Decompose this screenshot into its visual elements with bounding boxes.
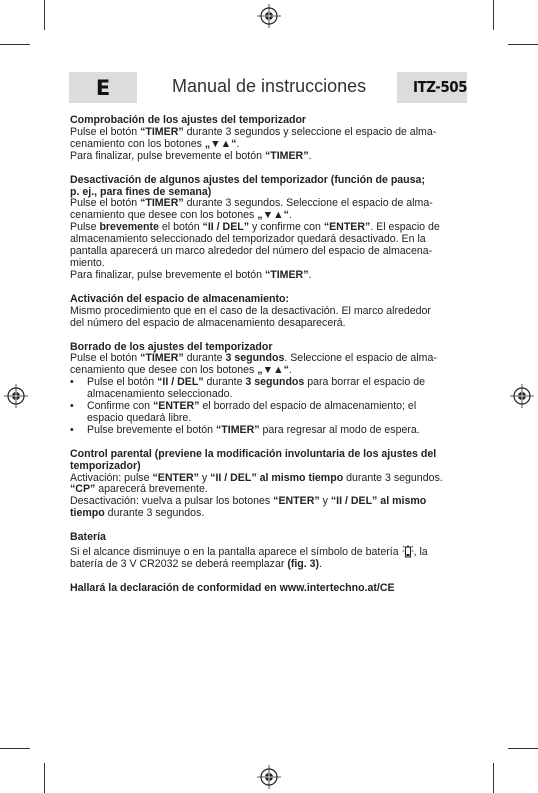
paragraph-line: Pulse el botón “TIMER” durante 3 segundos. Seleccione el espacio de alma-	[70, 352, 437, 365]
section-check-timer	[70, 115, 462, 163]
model-number: ITZ-505	[412, 78, 467, 96]
crop-mark-bottom-right	[493, 763, 494, 793]
section-delete-timer	[70, 342, 462, 437]
paragraph-line: almacenamiento seleccionado del temporizador quedará desactivado. En la	[70, 233, 426, 246]
paragraph-line: Para finalizar, pulse brevemente el botón “TIMER”.	[70, 268, 312, 281]
section-battery	[70, 532, 462, 571]
paragraph-line: pantalla aparecerá un marco alrededor del número del espacio de almacena-	[70, 245, 433, 258]
crop-mark-bottom-left-h	[0, 748, 30, 749]
paragraph-line: Mismo procedimiento que en el caso de la desactivación. El marco alrededor	[70, 304, 431, 317]
page-header	[69, 72, 467, 103]
section-parental-control	[70, 449, 462, 520]
paragraph-line: Pulse el botón “TIMER” durante 3 segundos y seleccione el espacio de alma-	[70, 125, 437, 138]
crop-mark-top-left	[44, 0, 45, 30]
paragraph-line: Desactivación: vuelva a pulsar los botones “ENTER” y “II / DEL” al mismo	[70, 495, 427, 508]
crop-mark-bottom-left	[44, 763, 45, 793]
crop-mark-top-right-h	[508, 44, 538, 45]
section-heading: Desactivación de algunos ajustes del temporizador (función de pausa; p. ej., para fines de semana)	[70, 173, 425, 198]
paragraph-line: cenamiento que desee con los botones „▼▲“.	[70, 209, 292, 222]
page-title: Manual de instrucciones	[172, 76, 367, 96]
crop-mark-top-left-h	[0, 44, 30, 45]
section-letter: E	[95, 75, 111, 100]
registration-mark-icon	[256, 764, 282, 790]
section-activate-storage	[70, 294, 462, 330]
crop-mark-bottom-right-h	[508, 748, 538, 749]
manual-content	[70, 115, 462, 595]
paragraph-line: Pulse el botón “TIMER” durante 3 segundos. Seleccione el espacio de alma-	[70, 197, 433, 210]
paragraph-line: Pulse brevemente el botón “II / DEL” y confirme con “ENTER”. El espacio de	[70, 221, 440, 234]
paragraph-line: tiempo durante 3 segundos.	[70, 507, 205, 520]
section-heading: Comprobación de los ajustes del temporizador	[70, 114, 307, 126]
crop-mark-top-right	[493, 0, 494, 30]
paragraph-line: “CP” aparecerá brevemente.	[70, 483, 208, 496]
paragraph-line: Activación: pulse “ENTER” y “II / DEL” al mismo tiempo durante 3 segundos.	[70, 471, 443, 484]
conformity-note: Hallará la declaración de conformidad en www.intertechno.at/CE	[70, 581, 395, 594]
list-item: • Pulse el botón “II / DEL” durante 3 segundos para borrar el espacio de almacenamiento seleccionado.	[87, 377, 462, 401]
paragraph-line: batería de 3 V CR2032 se deberá reemplazar (fig. 3).	[70, 558, 323, 570]
registration-mark-icon	[3, 383, 29, 409]
paragraph-line: del número del espacio de almacenamiento desaparecerá.	[70, 316, 346, 329]
section-heading: Borrado de los ajustes del temporizador	[70, 340, 273, 353]
bullet-list	[70, 377, 462, 437]
paragraph-line: miento.	[70, 256, 105, 269]
battery-icon	[402, 544, 414, 558]
paragraph-line: Para finalizar, pulse brevemente el botón “TIMER”.	[70, 149, 312, 162]
section-deactivate-timer	[70, 175, 462, 282]
paragraph-line: cenamiento que desee con los botones „▼▲“.	[70, 364, 292, 377]
registration-mark-icon	[256, 3, 282, 29]
registration-mark-icon	[509, 383, 535, 409]
list-item: • Pulse brevemente el botón “TIMER” para regresar al modo de espera.	[87, 425, 462, 437]
paragraph-line: cenamiento con los botones „▼▲“.	[70, 137, 240, 150]
section-heading: Batería	[70, 531, 106, 544]
section-heading: Activación del espacio de almacenamiento:	[70, 292, 290, 305]
list-item: • Confirme con “ENTER” el borrado del espacio de almacenamiento; el espacio quedará libre.	[87, 401, 462, 425]
paragraph-line: Si el alcance disminuye o en la pantalla aparece el símbolo de batería , la	[70, 546, 428, 559]
section-heading: Control parental (previene la modificación involuntaria de los ajustes del temporizador)	[70, 447, 437, 472]
